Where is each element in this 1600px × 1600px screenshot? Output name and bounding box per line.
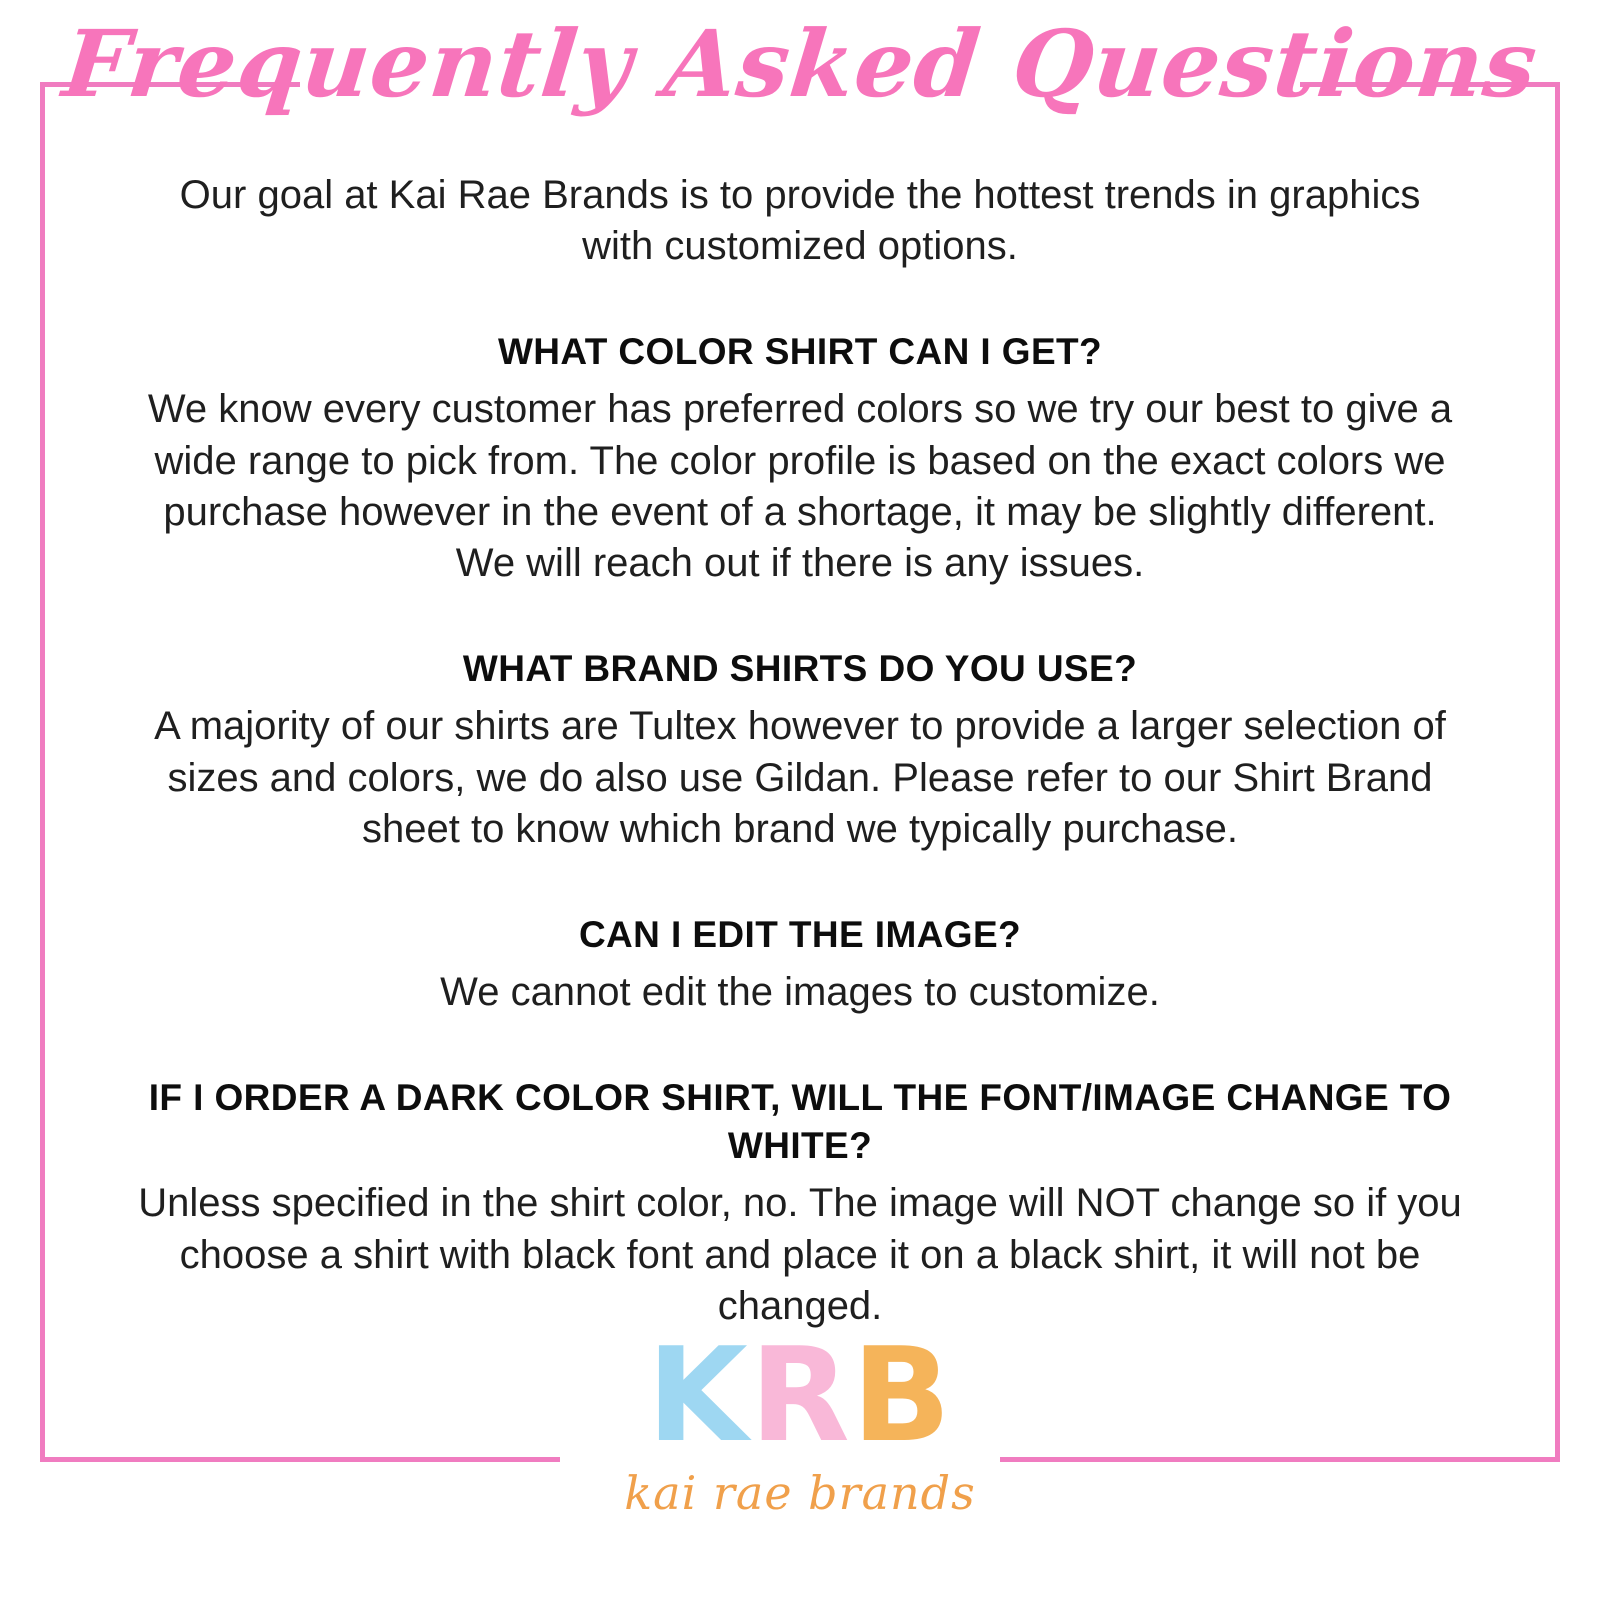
logo-wordmark: kai rae brands <box>624 1466 976 1520</box>
intro-paragraph: Our goal at Kai Rae Brands is to provide the hottest trends in graphics with customized options. <box>179 173 1421 269</box>
faq-item <box>120 1074 1480 1332</box>
faq-question: IF I ORDER A DARK COLOR SHIRT, WILL THE FONT/IMAGE CHANGE TO WHITE? <box>148 1077 1452 1167</box>
brand-logo <box>0 1319 1600 1520</box>
faq-answer: We cannot edit the images to customize. <box>440 969 1160 1014</box>
faq-item <box>120 911 1480 1018</box>
faq-item <box>120 328 1480 589</box>
page-title-text: Frequently Asked Questions <box>57 10 1543 118</box>
logo-letter-r: R <box>749 1319 852 1471</box>
faq-question: WHAT COLOR SHIRT CAN I GET? <box>497 331 1103 373</box>
faq-answer: We know every customer has preferred colors so we try our best to give a wide range to pick from. The color profile is based on the exact colors we purchase however in the event of a shortage, it may be slightly different. We will reach out if there is any issues. <box>147 387 1453 586</box>
page-title <box>0 10 1600 118</box>
logo-letter-b: B <box>851 1319 953 1471</box>
faq-content <box>120 170 1480 1332</box>
faq-question: CAN I EDIT THE IMAGE? <box>578 913 1022 955</box>
faq-answer: Unless specified in the shirt color, no. The image will NOT change so if you choose a shirt with black font and place it on a black shirt, it will not be changed. <box>138 1181 1462 1328</box>
logo-letter-k: K <box>647 1319 750 1471</box>
faq-answer: A majority of our shirts are Tultex however to provide a larger selection of sizes and colors, we do also use Gildan. Please refer to our Shirt Brand sheet to know which brand we typically purchase. <box>154 704 1446 851</box>
faq-item <box>120 645 1480 855</box>
logo-letters <box>0 1319 1600 1471</box>
faq-question: WHAT BRAND SHIRTS DO YOU USE? <box>462 648 1138 690</box>
